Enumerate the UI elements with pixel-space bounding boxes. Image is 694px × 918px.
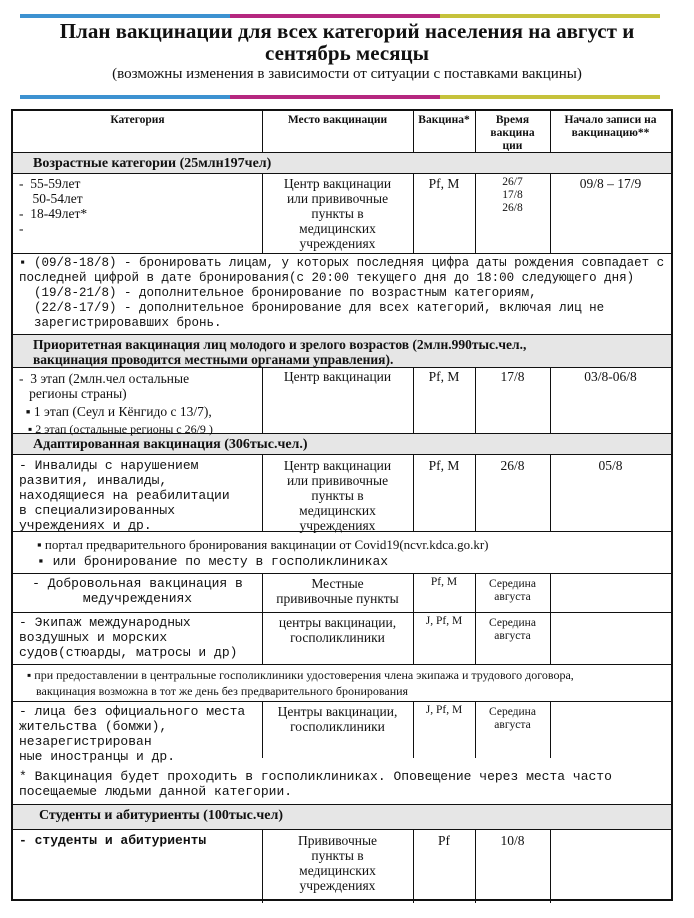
page-title: План вакцинации для всех категорий населения на август и сентябрь месяцы: [59, 19, 635, 65]
priority-date: 17/8: [500, 369, 525, 384]
homeless-category: - лица без официального места жительства (бомжи), незарегистрирован ные иностранцы и др.: [19, 704, 246, 764]
age-vaccine: Pf, M: [428, 176, 460, 191]
adapted-bullets: ▪ портал предварительного бронирования вакцинации от Covid19(ncvr.kdca.go.kr) ▪ или бронирование по месту в госполиклиниках: [37, 537, 489, 569]
adapted-place: Центр вакцинации или прививочные пункты в медицинских учреждениях: [283, 458, 392, 533]
homeless-note: * Вакцинация будет проходить в госполиклиниках. Оповещение через места часто посещаемые людьми данной категории.: [19, 769, 612, 799]
priority-place: Центр вакцинации: [283, 369, 392, 384]
adapted-vaccine: Pf, M: [428, 458, 460, 473]
voluntary-vaccine: Pf, M: [430, 576, 458, 588]
crew-category: - Экипаж международных воздушных и морских судов(стюарды, матросы и др): [19, 615, 238, 660]
voluntary-time: Середина августа: [489, 578, 536, 603]
voluntary-place: Местные прививочные пункты: [276, 576, 399, 606]
age-place: Центр вакцинации или прививочные пункты в медицинских учреждениях: [283, 176, 392, 251]
priority-vaccine: Pf, M: [428, 369, 460, 384]
vaccination-plan-table: [11, 109, 673, 901]
priority-booking: 03/8-06/8: [584, 369, 637, 384]
section-title-priority: Приоритетная вакцинация лиц молодого и зрелого возрастов (2млн.990тыс.чел., вакцинация проводится местными органами управления).: [33, 337, 527, 367]
priority-category: - 3 этап (2млн.чел остальные регионы страны) ▪ 1 этап (Сеул и Кёнгидо с 13/7), ▪ 2 этап (остальные регионы с 26/9 ): [19, 371, 213, 436]
bottom-bar-blue: [20, 95, 230, 99]
crew-place: центры вакцинации, госполиклиники: [278, 615, 397, 645]
header-place: Место вакцинации: [287, 114, 388, 126]
adapted-date: 26/8: [500, 458, 525, 473]
adapted-category: - Инвалиды с нарушением развития, инвалиды, находящиеся на реабилитации в специализированных учреждениях и др.: [19, 458, 230, 533]
students-date: 10/8: [500, 833, 525, 848]
crew-note: ▪ при предоставлении в центральные госполиклиники удостоверения члена экипажа и трудового договора, вакцинация возможна в тот же день без предварительного бронирования: [27, 668, 574, 698]
adapted-booking: 05/8: [598, 458, 623, 473]
section-title-age: Возрастные категории (25млн197чел): [33, 156, 272, 171]
section-title-adapted: Адаптированная вакцинация (306тыс.чел.): [33, 437, 308, 452]
students-place: Прививочные пункты в медицинских учреждениях: [297, 833, 378, 893]
homeless-vaccine: J, Pf, M: [425, 704, 463, 716]
top-bar-magenta: [230, 14, 440, 18]
section-title-students: Студенты и абитуриенты (100тыс.чел): [39, 808, 283, 823]
students-category: - студенты и абитуриенты: [19, 833, 207, 848]
homeless-time: Середина августа: [489, 706, 536, 731]
header-booking: Начало записи на вакцинацию**: [564, 114, 657, 139]
top-bar-olive: [440, 14, 660, 18]
voluntary-category: - Добровольная вакцинация в медучреждениях: [32, 576, 243, 606]
top-bar-blue: [20, 14, 230, 18]
header-category: Категория: [110, 114, 165, 126]
students-vaccine: Pf: [437, 833, 450, 848]
page-subtitle: (возможны изменения в зависимости от ситуации с поставками вакцины): [112, 66, 582, 82]
age-note: ▪ (09/8-18/8) - бронировать лицам, у которых последняя цифра даты рождения совпадает с последней цифрой в дате бронирования(с 20:00 текущего дня до 18:00 следующего дня) (19/8-21/8) - дополнительное бронирование по возрастным категориям, (22/8-17/9) - дополнительное бронирование для всех категорий, включая лиц не зарегистрировавших бронь.: [19, 256, 665, 330]
age-booking: 09/8 – 17/9: [579, 176, 642, 191]
homeless-place: Центры вакцинации, госполиклиники: [277, 704, 398, 734]
header-time: Время вакцина ции: [490, 114, 535, 152]
age-categories: - 55-59лет 50-54лет - 18-49лет* -: [19, 176, 88, 236]
bottom-bar-magenta: [230, 95, 440, 99]
age-dates: 26/7 17/8 26/8: [502, 176, 523, 214]
crew-vaccine: J, Pf, M: [425, 615, 463, 627]
header-vaccine: Вакцина*: [418, 114, 470, 126]
crew-time: Середина августа: [489, 617, 536, 642]
bottom-bar-olive: [440, 95, 660, 99]
